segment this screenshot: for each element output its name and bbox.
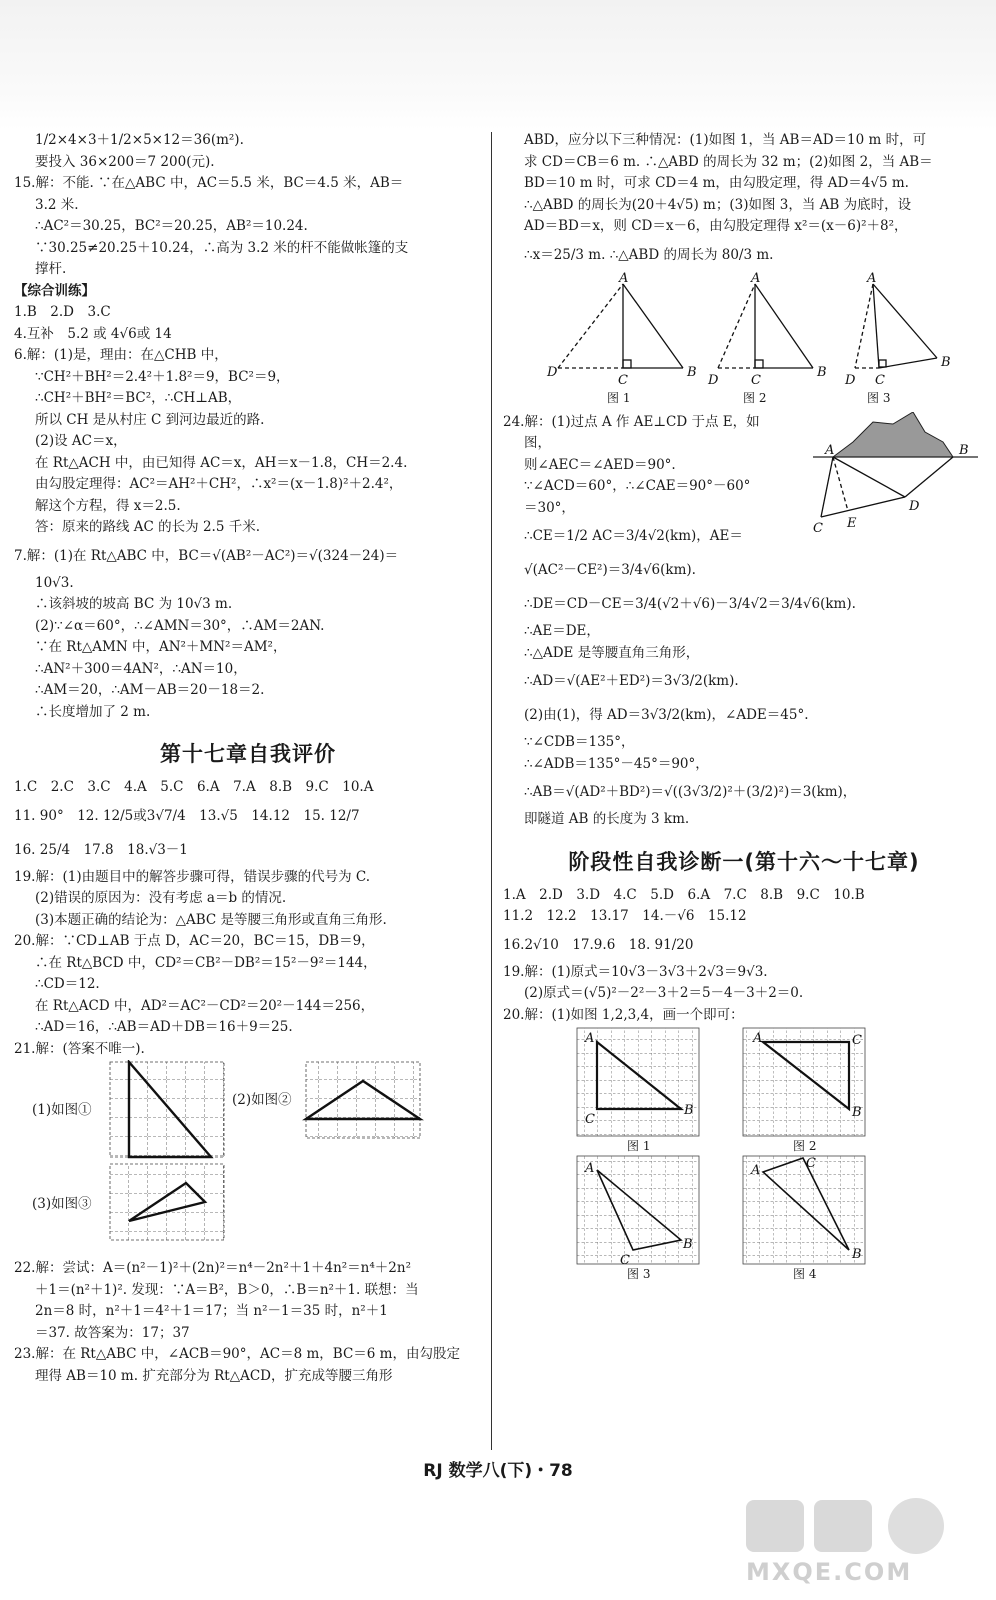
left-text-block <box>14 130 482 723</box>
svg-text:A: A <box>751 1163 761 1178</box>
right-column <box>503 130 985 1288</box>
q20-grid-figures <box>503 1026 985 1288</box>
text-line: ＋1＝(n²＋1)². 发现：∵A＝B²，B＞0，∴B＝n²＋1. 联想：当 <box>35 1281 419 1298</box>
text-line: ∴∠ADB＝135°－45°＝90°， <box>524 755 709 772</box>
right-text-block <box>503 130 985 272</box>
text-line: ＝37. 故答案为：17；37 <box>35 1324 190 1341</box>
text-line: ∴AC²＝30.25，BC²＝20.25，AB²＝10.24. <box>35 218 308 234</box>
text-line: ∴长度增加了 2 m. <box>35 703 151 720</box>
text-line: (2)原式＝(√5)²－2²－3＋2＝5－4－3＋2＝0. <box>524 985 804 1001</box>
text-line: 1.B 2.D 3.C <box>14 304 111 320</box>
text-line: 则∠AEC＝∠AED＝90°. <box>524 456 676 473</box>
text-line: ∴在 Rt△BCD 中，CD²＝CB²－DB²＝15²－9²＝144， <box>35 954 377 971</box>
scan-top-band <box>0 0 996 130</box>
text-line: 6.解：(1)是，理由：在△CHB 中， <box>14 347 228 363</box>
text-line: ∴AE＝DE， <box>524 623 600 639</box>
text-line: ∴AD＝√(AE²＋ED²)＝3√3/2(km). <box>524 673 739 689</box>
grid-label-1: (1)如图① <box>32 1102 92 1118</box>
grid-fig-caption-4: 图 4 <box>793 1267 817 1281</box>
svg-text:A: A <box>585 1031 595 1046</box>
left-column <box>14 130 482 1387</box>
text-line: 22.解：尝试：A＝(n²－1)²＋(2n)²＝n⁴－2n²＋1＋4n²＝n⁴＋2n² <box>14 1260 411 1276</box>
chapter-heading: 第十七章自我评价 <box>160 742 336 766</box>
text-line: 10√3. <box>35 574 74 591</box>
text-line: 15.解：不能. ∵在△ABC 中，AC＝5.5 米，BC＝4.5 米，AB＝ <box>14 175 404 191</box>
svg-text:B: B <box>684 1103 694 1118</box>
svg-text:B: B <box>852 1247 862 1262</box>
watermark-logo <box>736 1492 976 1592</box>
text-line: ∴x＝25/3 m. ∴△ABD 的周长为 80/3 m. <box>524 246 774 263</box>
text-line: ∵CH²＋BH²＝2.4²＋1.8²＝9，BC²＝9， <box>35 368 290 385</box>
text-line: 所以 CH 是从村庄 C 到河边最近的路. <box>35 411 265 428</box>
svg-text:A: A <box>867 271 877 286</box>
svg-text:B: B <box>941 354 951 370</box>
text-line: 在 Rt△ACH 中，由已知得 AC＝x，AH＝x－1.8，CH＝2.4. <box>35 454 408 471</box>
text-line: 答：原来的路线 AC 的长为 2.5 千米. <box>35 519 261 535</box>
chapter-answers <box>14 777 482 1060</box>
svg-text:A: A <box>619 271 629 286</box>
svg-text:B: B <box>959 442 969 458</box>
text-line: ＝30°， <box>524 499 575 516</box>
text-line: 撑杆. <box>35 261 67 277</box>
svg-text:C: C <box>618 372 628 388</box>
text-line: 即隧道 AB 的长度为 3 km. <box>524 811 690 827</box>
text-line: 1/2×4×3＋1/2×5×12＝36(m²). <box>35 132 244 148</box>
text-line: ∴△ADE 是等腰直角三角形， <box>524 644 700 661</box>
svg-text:D: D <box>708 372 719 388</box>
text-line: 【综合训练】 <box>14 282 95 299</box>
tri-fig-caption-1: 图 1 <box>607 390 631 405</box>
text-line: 4.互补 5.2 或 4√6或 14 <box>14 325 172 342</box>
text-line: ∴△ABD 的周长为(20＋4√5) m；(3)如图 3，当 AB 为底时，设 <box>524 196 912 213</box>
text-line: 23.解：在 Rt△ABC 中，∠ACB＝90°，AC＝8 m，BC＝6 m，由勾股定 <box>14 1346 460 1362</box>
text-line: (2)由(1)，得 AD＝3√3/2(km)，∠ADE＝45°. <box>524 707 809 723</box>
text-line: 19.解：(1)原式＝10√3－3√3＋2√3＝9√3. <box>503 963 768 980</box>
text-line: (2)设 AC＝x， <box>35 433 127 449</box>
svg-text:C: C <box>585 1112 595 1127</box>
text-line: 图， <box>524 435 551 451</box>
text-line: 3.2 米. <box>35 196 79 213</box>
watermark-text: MXQE.COM <box>746 1558 913 1586</box>
svg-text:C: C <box>852 1033 862 1048</box>
text-line: 11.2 12.2 13.17 14.－√6 15.12 <box>503 908 747 924</box>
column-divider <box>491 132 492 1450</box>
text-line: ∴该斜坡的坡高 BC 为 10√3 m. <box>35 596 233 612</box>
text-line: 19.解：(1)由题目中的解答步骤可得，错误步骤的代号为 C. <box>14 868 371 885</box>
section-answers <box>503 885 985 1027</box>
text-line: (3)本题正确的结论为：△ABC 是等腰三角形或直角三角形. <box>35 911 387 928</box>
text-line: ∵30.25≠20.25＋10.24，∴高为 3.2 米的杆不能做帐篷的支 <box>35 239 409 256</box>
grid-fig-caption-3: 图 3 <box>627 1267 651 1281</box>
text-line: 要投入 36×200＝7 200(元). <box>35 153 215 170</box>
text-line: 1.A 2.D 3.D 4.C 5.D 6.A 7.C 8.B 9.C 10.B <box>503 886 865 903</box>
text-line: AD＝BD＝x，则 CD＝x－6，由勾股定理得 x²＝(x－6)²＋8²， <box>524 218 908 234</box>
svg-text:C: C <box>875 372 885 388</box>
grid-label-2: (2)如图② <box>232 1092 292 1108</box>
text-line: ∴AB＝√(AD²＋BD²)＝√((3√3/2)²＋(3/2)²)＝3(km)， <box>524 784 857 800</box>
text-line: 在 Rt△ACD 中，AD²＝AC²－CD²＝20²－144＝256， <box>35 997 375 1014</box>
svg-text:D: D <box>845 372 856 388</box>
text-line: ∵在 Rt△AMN 中，AN²＋MN²＝AM²， <box>35 639 287 655</box>
svg-text:B: B <box>683 1237 693 1252</box>
text-line: 21.解：(答案不唯一). <box>14 1040 145 1057</box>
svg-text:A: A <box>751 271 761 286</box>
text-line: ∵∠CDB＝135°， <box>524 734 635 750</box>
text-line: ABD，应分以下三种情况：(1)如图 1，当 AB＝AD＝10 m 时，可 <box>524 132 927 148</box>
text-line: 16.2√10 17.9.6 18. 91/20 <box>503 936 694 953</box>
text-line: ∴AD＝16，∴AB＝AD＋DB＝16＋9＝25. <box>35 1019 293 1035</box>
q24-block <box>503 412 985 831</box>
text-line: 解这个方程，得 x＝2.5. <box>35 497 181 514</box>
text-line: 16. 25/4 17.8 18.√3－1 <box>14 841 188 858</box>
section-heading: 阶段性自我诊断一(第十六～十七章) <box>568 849 920 874</box>
svg-text:E: E <box>847 515 857 531</box>
text-line: BD＝10 m 时，可求 CD＝4 m，由勾股定理，得 AD＝4√5 m. <box>524 175 909 191</box>
svg-text:A: A <box>753 1031 763 1046</box>
left-tail-block <box>14 1258 482 1387</box>
text-line: 理得 AB＝10 m. 扩充部分为 Rt△ACD，扩充成等腰三角形 <box>35 1367 393 1384</box>
svg-text:C: C <box>813 520 823 536</box>
tri-fig-caption-3: 图 3 <box>867 390 891 405</box>
text-line: (2)错误的原因为：没有考虑 a＝b 的情况. <box>35 890 287 906</box>
grid-fig-caption-1: 图 1 <box>627 1139 651 1153</box>
tri-fig-caption-2: 图 2 <box>743 390 767 405</box>
svg-text:D: D <box>547 364 558 380</box>
text-line: 7.解：(1)在 Rt△ABC 中，BC＝√(AB²－AC²)＝√(324－24)＝ <box>14 547 399 564</box>
q21-figures <box>14 1060 482 1258</box>
text-line: (2)∵∠α＝60°，∴∠AMN＝30°，∴AM＝2AN. <box>35 617 325 634</box>
svg-text:B: B <box>852 1105 862 1120</box>
text-line: ∴CD＝12. <box>35 976 100 992</box>
text-line: ∵∠ACD＝60°，∴∠CAE＝90°－60° <box>524 478 751 494</box>
text-line: 求 CD＝CB＝6 m. ∴△ABD 的周长为 32 m；(2)如图 2，当 AB＝ <box>524 153 933 170</box>
text-line: √(AC²－CE²)＝3/4√6(km). <box>524 562 696 578</box>
text-line: ∴CE＝1/2 AC＝3/4√2(km)，AE＝ <box>524 528 743 544</box>
q23-figures <box>503 272 985 412</box>
text-line: 由勾股定理得：AC²＝AH²＋CH²，∴x²＝(x－1.8)²＋2.4²， <box>35 476 403 492</box>
svg-text:C: C <box>806 1156 816 1171</box>
page-footer: RJ 数学八(下)・78 <box>423 1461 573 1481</box>
text-line: 11. 90° 12. 12/5或3√7/4 13.√5 14.12 15. 12/7 <box>14 807 360 824</box>
text-line: 20.解：(1)如图 1,2,3,4，画一个即可： <box>503 1006 744 1023</box>
text-line: ∴AM＝20，∴AM－AB＝20－18＝2. <box>35 682 265 698</box>
svg-text:B: B <box>817 364 827 380</box>
svg-text:C: C <box>751 372 761 388</box>
svg-text:A: A <box>585 1161 595 1176</box>
text-line: ∴AN²＋300＝4AN²，∴AN＝10， <box>35 660 247 677</box>
grid-fig-caption-2: 图 2 <box>793 1139 817 1153</box>
q24-tunnel-figure <box>813 412 983 542</box>
svg-text:C: C <box>620 1253 630 1268</box>
svg-text:B: B <box>687 364 697 380</box>
text-line: 24.解：(1)过点 A 作 AE⊥CD 于点 E，如 <box>503 413 760 430</box>
svg-text:A: A <box>825 442 835 458</box>
text-line: 20.解：∵CD⊥AB 于点 D，AC＝20，BC＝15，DB＝9， <box>14 933 375 949</box>
text-line: 2n＝8 时，n²＋1＝4²＋1＝17；当 n²－1＝35 时，n²＋1 <box>35 1303 388 1319</box>
grid-label-3: (3)如图③ <box>32 1196 92 1212</box>
svg-text:D: D <box>909 498 920 514</box>
text-line: ∴DE＝CD－CE＝3/4(√2＋√6)－3/4√2＝3/4√6(km). <box>524 596 856 612</box>
text-line: 1.C 2.C 3.C 4.A 5.C 6.A 7.A 8.B 9.C 10.A <box>14 779 374 795</box>
text-line: ∴CH²＋BH²＝BC²，∴CH⊥AB， <box>35 390 242 406</box>
